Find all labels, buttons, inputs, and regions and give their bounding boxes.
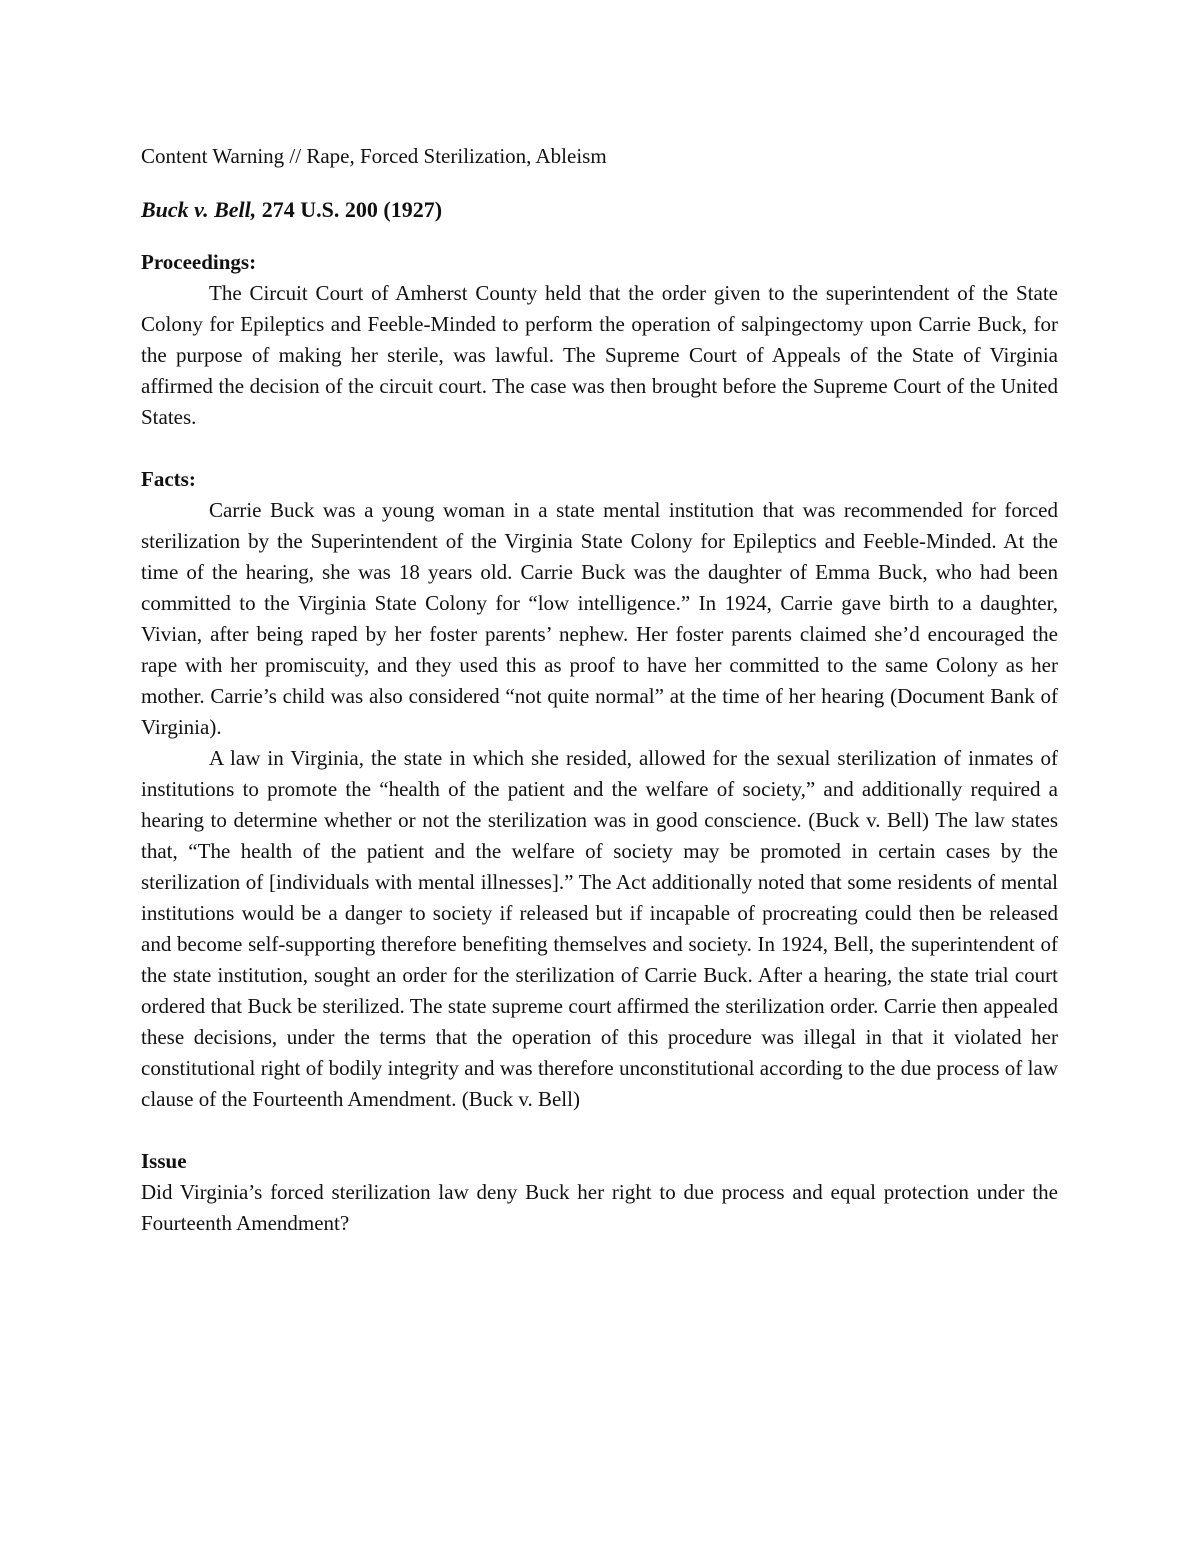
issue-paragraph: Did Virginia’s forced sterilization law deny Buck her right to due process and equal protection under the Fourteenth Amendment? <box>141 1180 1058 1235</box>
facts-heading: Facts: <box>141 467 196 491</box>
facts-paragraph-1: Carrie Buck was a young woman in a state mental institution that was recommended for forced sterilization by the Superintendent of the Virginia State Colony for Epileptics and Feeble-Minded. At the time of the hearing, she was 18 years old. Carrie Buck was the daughter of Emma Buck, who had been committed to the Virginia State Colony for “low intelligence.” In 1924, Carrie gave birth to a daughter, Vivian, after being raped by her foster parents’ nephew. Her foster parents claimed she’d encouraged the rape with her promiscuity, and they used this as proof to have her committed to the same Colony as her mother. Carrie’s child was also considered “not quite normal” at the time of her hearing (Document Bank of Virginia). <box>141 498 1058 739</box>
case-citation: 274 U.S. 200 (1927) <box>261 197 443 222</box>
content-warning: Content Warning // Rape, Forced Sterilization, Ableism <box>141 144 607 168</box>
document-body <box>141 141 1058 1239</box>
facts-paragraph-2: A law in Virginia, the state in which she resided, allowed for the sexual sterilization of inmates of institutions to promote the “health of the patient and the welfare of society,” and additionally required a hearing to determine whether or not the sterilization was in good conscience. (Buck v. Bell) The law states that, “The health of the patient and the welfare of society may be promoted in certain cases by the sterilization of [individuals with mental illnesses].” The Act additionally noted that some residents of mental institutions would be a danger to society if released but if incapable of procreating could then be released and become self-supporting therefore benefiting themselves and society. In 1924, Bell, the superintendent of the state institution, sought an order for the sterilization of Carrie Buck. After a hearing, the state trial court ordered that Buck be sterilized. The state supreme court affirmed the sterilization order. Carrie then appealed these decisions, under the terms that the operation of this procedure was illegal in that it violated her constitutional right of bodily integrity and was therefore unconstitutional according to the due process of law clause of the Fourteenth Amendment. (Buck v. Bell) <box>141 746 1058 1111</box>
issue-heading: Issue <box>141 1149 187 1173</box>
case-name: Buck v. Bell, <box>141 197 257 222</box>
case-title <box>141 194 1058 225</box>
proceedings-paragraph: The Circuit Court of Amherst County held that the order given to the superintendent of the State Colony for Epileptics and Feeble-Minded to perform the operation of salpingectomy upon Carrie Buck, for the purpose of making her sterile, was lawful. The Supreme Court of Appeals of the State of Virginia affirmed the decision of the circuit court. The case was then brought before the Supreme Court of the United States. <box>141 281 1058 429</box>
proceedings-heading: Proceedings: <box>141 250 257 274</box>
